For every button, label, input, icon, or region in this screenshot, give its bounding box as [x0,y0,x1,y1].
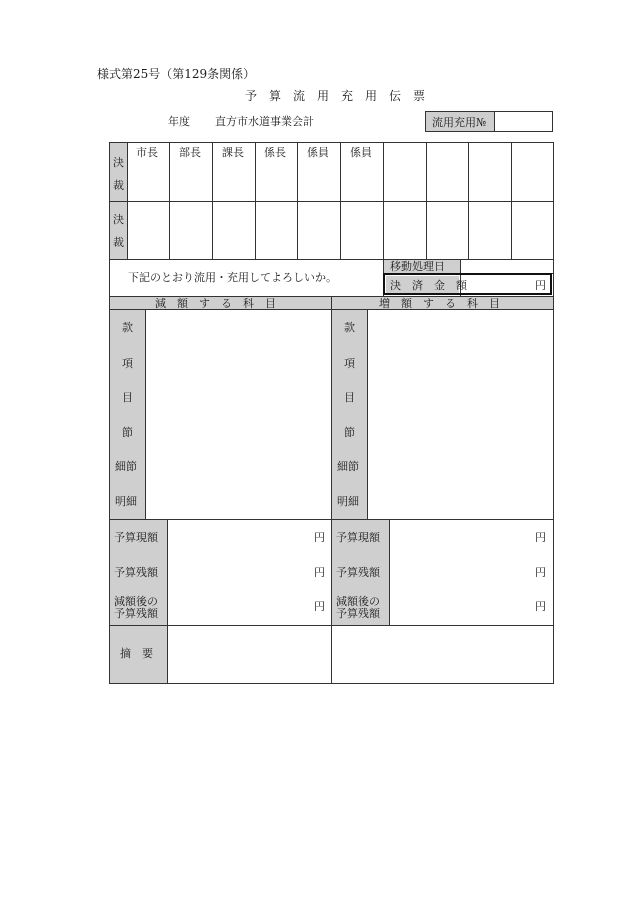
accounting-name: 直方市水道事業会計 [215,115,314,128]
increase-after-label-line1: 減額後の [336,595,380,608]
decrease-label-saisetsu: 細節 [115,460,137,473]
approval-label-2-char-2: 裁 [113,236,124,249]
increase-current-yen: 円 [535,531,546,544]
decrease-header-cell [110,297,331,309]
approval-label-1-char-2: 裁 [113,179,124,192]
role-section-chief: 課長 [222,146,244,159]
decrease-current-yen: 円 [314,531,325,544]
decrease-item-label-column [110,310,145,519]
approval-label-1-char-1: 決 [113,156,124,169]
increase-item-label-column [332,310,367,519]
increase-label-meisai: 明細 [337,495,359,508]
decrease-after-label-line2: 予算残額 [114,607,158,620]
decrease-after-yen: 円 [314,600,325,613]
decrease-label-setsu: 節 [122,426,133,439]
role-staff-2: 係員 [350,146,372,159]
increase-header: 増 額 す る 科 目 [379,297,500,310]
increase-label-saisetsu: 細節 [337,460,359,473]
increase-label-setsu: 節 [344,426,355,439]
page-title: 予 算 流 用 充 用 伝 票 [245,89,426,103]
approval-label-2-char-1: 決 [113,213,124,226]
number-label: 流用充用№ [432,116,487,129]
role-staff-1: 係員 [307,146,329,159]
approved-amount-yen: 円 [535,279,546,292]
role-director: 部長 [179,146,201,159]
decrease-after-label-line1: 減額後の [114,595,158,608]
increase-label-kan: 款 [344,321,355,334]
form-reference: 様式第25号（第129条関係） [97,67,256,81]
decrease-label-kan: 款 [122,321,133,334]
decrease-remaining-yen: 円 [314,566,325,579]
increase-header-cell [332,297,553,309]
summary-label: 摘 要 [120,647,153,660]
approved-amount-label: 決 済 金 額 [390,279,467,292]
decrease-header: 減 額 す る 科 目 [155,297,276,310]
decrease-label-moku: 目 [122,391,133,404]
increase-label-moku: 目 [344,391,355,404]
increase-after-yen: 円 [535,600,546,613]
increase-current-budget-label: 予算現額 [336,531,380,544]
increase-remaining-budget-label: 予算残額 [336,566,380,579]
decrease-label-meisai: 明細 [115,495,137,508]
decrease-remaining-budget-label: 予算残額 [114,566,158,579]
role-subsection-chief: 係長 [264,146,286,159]
request-text: 下記のとおり流用・充用してよろしいか。 [128,271,337,284]
number-field[interactable] [494,111,553,132]
increase-after-label-line2: 予算残額 [336,607,380,620]
increase-label-kou: 項 [344,357,355,370]
role-mayor: 市長 [136,146,158,159]
decrease-current-budget-label: 予算現額 [114,531,158,544]
approved-amount-label-cell [386,276,467,293]
move-date-label: 移動処理日 [390,260,445,273]
number-label-box [425,111,495,132]
move-date-label-cell [384,260,460,273]
decrease-label-kou: 項 [122,357,133,370]
fiscal-year-label: 年度 [168,115,190,128]
summary-label-cell [110,626,167,683]
increase-remaining-yen: 円 [535,566,546,579]
summary-field[interactable] [168,626,553,683]
